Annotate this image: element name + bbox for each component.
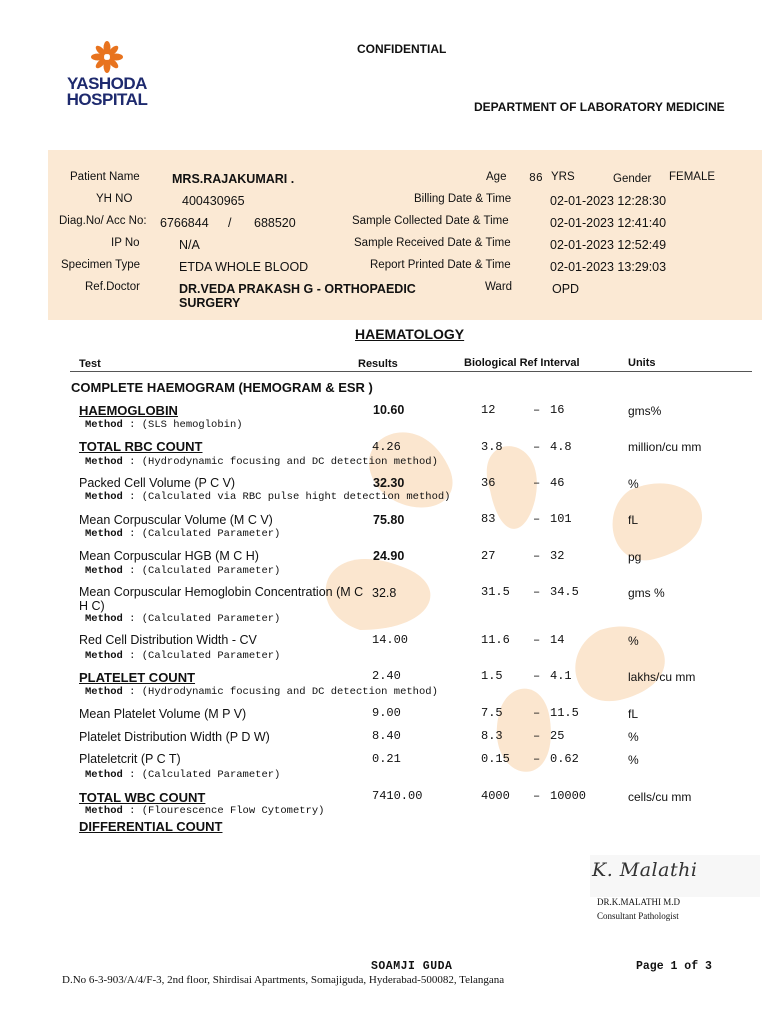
ref-low: 36 <box>481 476 496 490</box>
test-result: 7410.00 <box>372 789 423 803</box>
test-result: 0.21 <box>372 752 401 766</box>
ref-low: 27 <box>481 549 496 563</box>
col-test: Test <box>79 358 101 370</box>
test-method: Method : (Hydrodynamic focusing and DC detection method) <box>85 686 438 698</box>
test-unit: % <box>628 753 639 767</box>
ref-high: 11.5 <box>550 706 579 720</box>
test-method: Method : (Hydrodynamic focusing and DC detection method) <box>85 456 438 468</box>
ref-high: 14 <box>550 633 565 647</box>
test-name: TOTAL WBC COUNT <box>79 790 206 805</box>
test-method: Method : (Calculated Parameter) <box>85 613 281 625</box>
received-label: Sample Received Date & Time <box>354 237 511 249</box>
ref-dash: – <box>533 752 541 766</box>
test-name: Plateletcrit (P C T) <box>79 752 181 766</box>
ref-high: 32 <box>550 549 565 563</box>
ip-no: N/A <box>179 238 200 252</box>
yh-no-label: YH NO <box>96 193 133 205</box>
ref-dash: – <box>533 403 541 417</box>
test-name: Mean Corpuscular Hemoglobin Concentration (M C H C) <box>79 585 364 613</box>
pathologist-name: DR.K.MALATHI M.D <box>597 897 680 907</box>
yashoda-flower-icon <box>90 40 124 74</box>
test-method: Method : (Calculated Parameter) <box>85 528 281 540</box>
billing-label: Billing Date & Time <box>414 193 512 205</box>
test-result: 2.40 <box>372 669 401 683</box>
ref-high: 10000 <box>550 789 587 803</box>
test-unit: gms % <box>628 586 665 600</box>
test-name: Packed Cell Volume (P C V) <box>79 476 236 490</box>
page-number: Page 1 of 3 <box>636 960 712 973</box>
hospital-logo <box>66 40 148 108</box>
diag-slash: / <box>228 216 232 230</box>
test-name: Mean Platelet Volume (M P V) <box>79 707 247 721</box>
ref-dash: – <box>533 789 541 803</box>
test-name: Mean Corpuscular Volume (M C V) <box>79 513 273 527</box>
gender-label: Gender <box>613 173 652 185</box>
test-unit: gms% <box>628 404 662 418</box>
ref-high: 0.62 <box>550 752 579 766</box>
test-name: PLATELET COUNT <box>79 670 196 685</box>
test-result: 4.26 <box>372 440 401 454</box>
ref-high: 34.5 <box>550 585 579 599</box>
ref-dash: – <box>533 512 541 526</box>
test-name: TOTAL RBC COUNT <box>79 439 203 454</box>
test-unit: fL <box>628 707 639 721</box>
test-unit: fL <box>628 513 639 527</box>
test-name: Platelet Distribution Width (P D W) <box>79 730 270 744</box>
test-result: 24.90 <box>373 549 405 563</box>
test-unit: % <box>628 477 639 491</box>
ref-dash: – <box>533 729 541 743</box>
test-unit: lakhs/cu mm <box>628 670 696 684</box>
ref-doctor: DR.VEDA PRAKASH G - ORTHOPAEDIC SURGERY <box>179 282 416 310</box>
test-unit: million/cu mm <box>628 440 702 454</box>
col-results: Results <box>358 358 398 370</box>
age-value: 86 <box>529 172 543 185</box>
gender-value: FEMALE <box>669 171 716 183</box>
diag-no: 6766844 <box>160 216 209 230</box>
patient-name: MRS.RAJAKUMARI . <box>172 172 295 186</box>
ref-low: 8.3 <box>481 729 503 743</box>
test-method: Method : (Calculated via RBC pulse hight detection method) <box>85 491 451 503</box>
hospital-address: D.No 6-3-903/A/4/F-3, 2nd floor, Shirdisai Apartments, Somajiguda, Hyderabad-500082, Telangana <box>62 974 505 986</box>
diag-acc-label: Diag.No/ Acc No: <box>59 215 147 227</box>
differential-count-heading: DIFFERENTIAL COUNT <box>79 819 223 834</box>
test-unit: % <box>628 730 639 744</box>
test-method: Method : (SLS hemoglobin) <box>85 419 243 431</box>
yh-no: 400430965 <box>182 194 245 208</box>
specimen-type: ETDA WHOLE BLOOD <box>179 260 309 274</box>
ref-low: 1.5 <box>481 669 503 683</box>
ref-low: 0.15 <box>481 752 510 766</box>
ref-high: 25 <box>550 729 565 743</box>
ref-low: 7.5 <box>481 706 503 720</box>
acc-no: 688520 <box>254 216 296 230</box>
patient-name-label: Patient Name <box>70 171 140 183</box>
ref-low: 4000 <box>481 789 510 803</box>
test-method: Method : (Flourescence Flow Cytometry) <box>85 805 325 817</box>
printed-label: Report Printed Date & Time <box>370 259 511 271</box>
test-result: 9.00 <box>372 706 401 720</box>
test-result: 32.8 <box>372 586 397 600</box>
test-result: 10.60 <box>373 403 405 417</box>
age-unit: YRS <box>551 171 575 183</box>
ref-doctor-label: Ref.Doctor <box>85 281 140 293</box>
ward-label: Ward <box>485 281 513 293</box>
billing-datetime: 02-01-2023 12:28:30 <box>550 194 667 208</box>
specimen-label: Specimen Type <box>61 259 141 271</box>
test-result: 14.00 <box>372 633 409 647</box>
col-ref-interval: Biological Ref Interval <box>464 357 580 369</box>
ref-dash: – <box>533 549 541 563</box>
signature-image <box>590 855 760 897</box>
test-unit: % <box>628 634 639 648</box>
test-result: 32.30 <box>373 476 405 490</box>
group-title: COMPLETE HAEMOGRAM (HEMOGRAM & ESR ) <box>71 380 373 395</box>
pathologist-title: Consultant Pathologist <box>597 911 679 921</box>
ref-dash: – <box>533 669 541 683</box>
collected-datetime: 02-01-2023 12:41:40 <box>550 216 667 230</box>
header-divider <box>70 371 752 372</box>
ref-high: 46 <box>550 476 565 490</box>
test-name: Red Cell Distribution Width - CV <box>79 633 257 647</box>
ref-high: 101 <box>550 512 572 526</box>
ref-dash: – <box>533 585 541 599</box>
ref-low: 11.6 <box>481 633 510 647</box>
col-units: Units <box>628 357 656 369</box>
ref-low: 31.5 <box>481 585 510 599</box>
test-result: 75.80 <box>373 513 405 527</box>
test-result: 8.40 <box>372 729 401 743</box>
ref-dash: – <box>533 633 541 647</box>
signature-script: K. Malathi <box>592 859 698 881</box>
test-method: Method : (Calculated Parameter) <box>85 565 281 577</box>
ref-dash: – <box>533 476 541 490</box>
age-label: Age <box>486 171 507 183</box>
confidential-label: CONFIDENTIAL <box>357 42 447 56</box>
test-name: HAEMOGLOBIN <box>79 403 178 418</box>
logo-line2: HOSPITAL <box>66 90 148 109</box>
received-datetime: 02-01-2023 12:52:49 <box>550 238 667 252</box>
collected-label: Sample Collected Date & Time <box>352 215 509 227</box>
test-unit: pg <box>628 550 642 564</box>
logo-line1: YASHODA <box>67 74 147 93</box>
section-title: HAEMATOLOGY <box>355 326 465 342</box>
ref-dash: – <box>533 440 541 454</box>
test-name: Mean Corpuscular HGB (M C H) <box>79 549 259 563</box>
ref-high: 4.1 <box>550 669 572 683</box>
department-title: DEPARTMENT OF LABORATORY MEDICINE <box>474 100 725 114</box>
test-unit: cells/cu mm <box>628 790 692 804</box>
ref-low: 83 <box>481 512 496 526</box>
ip-no-label: IP No <box>111 237 140 249</box>
ref-high: 16 <box>550 403 565 417</box>
printed-datetime: 02-01-2023 13:29:03 <box>550 260 667 274</box>
test-method: Method : (Calculated Parameter) <box>85 769 281 781</box>
ref-low: 12 <box>481 403 496 417</box>
ref-low: 3.8 <box>481 440 503 454</box>
ref-dash: – <box>533 706 541 720</box>
ref-high: 4.8 <box>550 440 572 454</box>
branch-name: SOAMJI GUDA <box>371 960 453 973</box>
ward-value: OPD <box>552 282 580 296</box>
test-method: Method : (Calculated Parameter) <box>85 650 281 662</box>
